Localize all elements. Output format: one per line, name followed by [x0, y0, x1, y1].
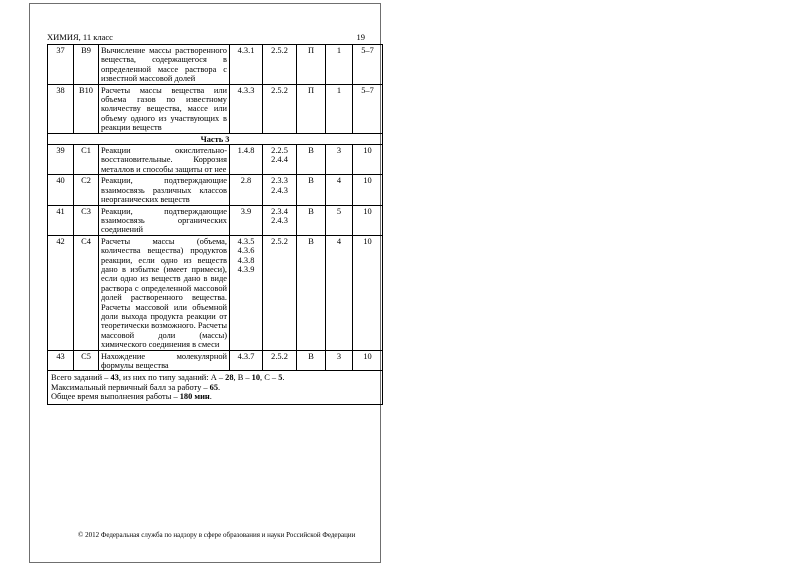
content-elements: [230, 175, 263, 205]
task-description: Реакции, подтверждающие взаимосвязь органических соединений: [99, 205, 230, 235]
skill-codes-value: 2.4.3: [271, 215, 288, 225]
page-footer: © 2012 Федеральная служба по надзору в сфере образования и науки Российской Федерации: [78, 531, 356, 539]
content-elements: [230, 145, 263, 175]
difficulty-level: В: [297, 175, 326, 205]
task-description: Нахождение молекулярной формулы вещества: [99, 350, 230, 371]
skill-codes: [263, 235, 297, 350]
task-code: С5: [74, 350, 99, 371]
content-elements: [230, 235, 263, 350]
difficulty-level: В: [297, 350, 326, 371]
summary-total: Всего заданий – 43, из них по типу заданий: А – 28, В – 10, С – 5.: [51, 373, 285, 383]
content-elements-value: 4.3.6: [237, 246, 255, 256]
content-elements-value: 3.9: [240, 206, 252, 216]
skill-codes-value: 2.3.4: [271, 206, 288, 216]
content-elements-value: 1.4.8: [237, 146, 255, 156]
document-page: [29, 3, 381, 563]
max-score: 4: [326, 175, 353, 205]
task-number: 39: [48, 145, 74, 175]
skill-codes-value: 2.5.2: [271, 351, 288, 361]
task-number: 37: [48, 45, 74, 85]
max-score: 5: [326, 205, 353, 235]
max-score: 3: [326, 145, 353, 175]
skill-codes: [263, 145, 297, 175]
difficulty-level: П: [297, 45, 326, 85]
difficulty-level: В: [297, 145, 326, 175]
task-description: Расчеты массы (объема, количества вещества) продуктов реакции, если одно из веществ дано в избытке (имеет примеси), если одно из веществ дано в виде раствора с определенной массовой долей растворенного вещества. Расчеты массовой или объемной доли выхода продукта реакции от теоретически возможного. Расчеты массовой доли (массы) химического соединения в смеси: [99, 235, 230, 350]
skill-codes: [263, 84, 297, 133]
summary-max-score: Максимальный первичный балл за работу – 65.: [51, 382, 221, 392]
content-elements: [230, 84, 263, 133]
task-code: С3: [74, 205, 99, 235]
content-elements-value: 4.3.9: [237, 264, 255, 274]
content-elements: [230, 205, 263, 235]
skill-codes: [263, 205, 297, 235]
max-score: 1: [326, 84, 353, 133]
skill-codes: [263, 175, 297, 205]
difficulty-level: П: [297, 84, 326, 133]
task-code: В9: [74, 45, 99, 85]
skill-codes: [263, 350, 297, 371]
skill-codes-value: 2.4.3: [271, 185, 288, 195]
table-row: [48, 175, 383, 205]
task-number: 41: [48, 205, 74, 235]
summary-row: [48, 371, 383, 404]
task-number: 43: [48, 350, 74, 371]
table-row: [48, 145, 383, 175]
task-code: С4: [74, 235, 99, 350]
time-minutes: 10: [353, 350, 383, 371]
difficulty-level: В: [297, 235, 326, 350]
time-minutes: 10: [353, 175, 383, 205]
content-elements-value: 4.3.1: [237, 46, 255, 55]
content-elements-value: 4.3.5: [237, 236, 255, 246]
task-code: С1: [74, 145, 99, 175]
task-number: 40: [48, 175, 74, 205]
content-elements-value: 4.3.3: [237, 85, 255, 95]
table-row: [48, 205, 383, 235]
max-score: 3: [326, 350, 353, 371]
task-number: 42: [48, 235, 74, 350]
content-elements: [230, 350, 263, 371]
task-code: В10: [74, 84, 99, 133]
skill-codes-value: 2.5.2: [271, 85, 288, 95]
skill-codes-value: 2.4.4: [271, 155, 288, 165]
time-minutes: 10: [353, 235, 383, 350]
skill-codes-value: 2.3.3: [271, 176, 288, 186]
skill-codes-value: 2.5.2: [271, 46, 288, 55]
task-description: Расчеты массы вещества или объема газов по известному количеству вещества, массе или объему одного из участвующих в реакции веществ: [99, 84, 230, 133]
time-minutes: 10: [353, 145, 383, 175]
tasks-table: [47, 44, 383, 405]
content-elements-value: 2.8: [240, 176, 252, 186]
header-title: ХИМИЯ, 11 класс: [47, 32, 113, 42]
table-row: [48, 84, 383, 133]
skill-codes-value: 2.5.2: [271, 236, 288, 246]
time-minutes: 5–7: [353, 84, 383, 133]
task-description: Вычисление массы растворенного вещества, содержащегося в определенной массе раствора с известной массовой долей: [99, 45, 230, 85]
table-row: [48, 235, 383, 350]
time-minutes: 10: [353, 205, 383, 235]
table-row: [48, 45, 383, 85]
max-score: 1: [326, 45, 353, 85]
max-score: 4: [326, 235, 353, 350]
part3-row: [48, 133, 383, 144]
content-elements-value: 4.3.8: [237, 255, 255, 265]
content-elements-value: 4.3.7: [237, 351, 255, 361]
skill-codes-value: 2.2.5: [271, 146, 288, 156]
table-row: [48, 350, 383, 371]
task-description: Реакции, подтверждающие взаимосвязь различных классов неорганических веществ: [99, 175, 230, 205]
skill-codes: [263, 45, 297, 85]
page-number: 19: [356, 32, 365, 42]
task-number: 38: [48, 84, 74, 133]
task-code: С2: [74, 175, 99, 205]
difficulty-level: В: [297, 205, 326, 235]
part3-label: Часть 3: [48, 133, 383, 144]
summary-total-time: Общее время выполнения работы – 180 мин.: [51, 392, 212, 402]
page-header: [47, 32, 365, 43]
task-description: Реакции окислительно-восстановительные. Коррозия металлов и способы защиты от нее: [99, 145, 230, 175]
time-minutes: 5–7: [353, 45, 383, 85]
content-elements: [230, 45, 263, 85]
